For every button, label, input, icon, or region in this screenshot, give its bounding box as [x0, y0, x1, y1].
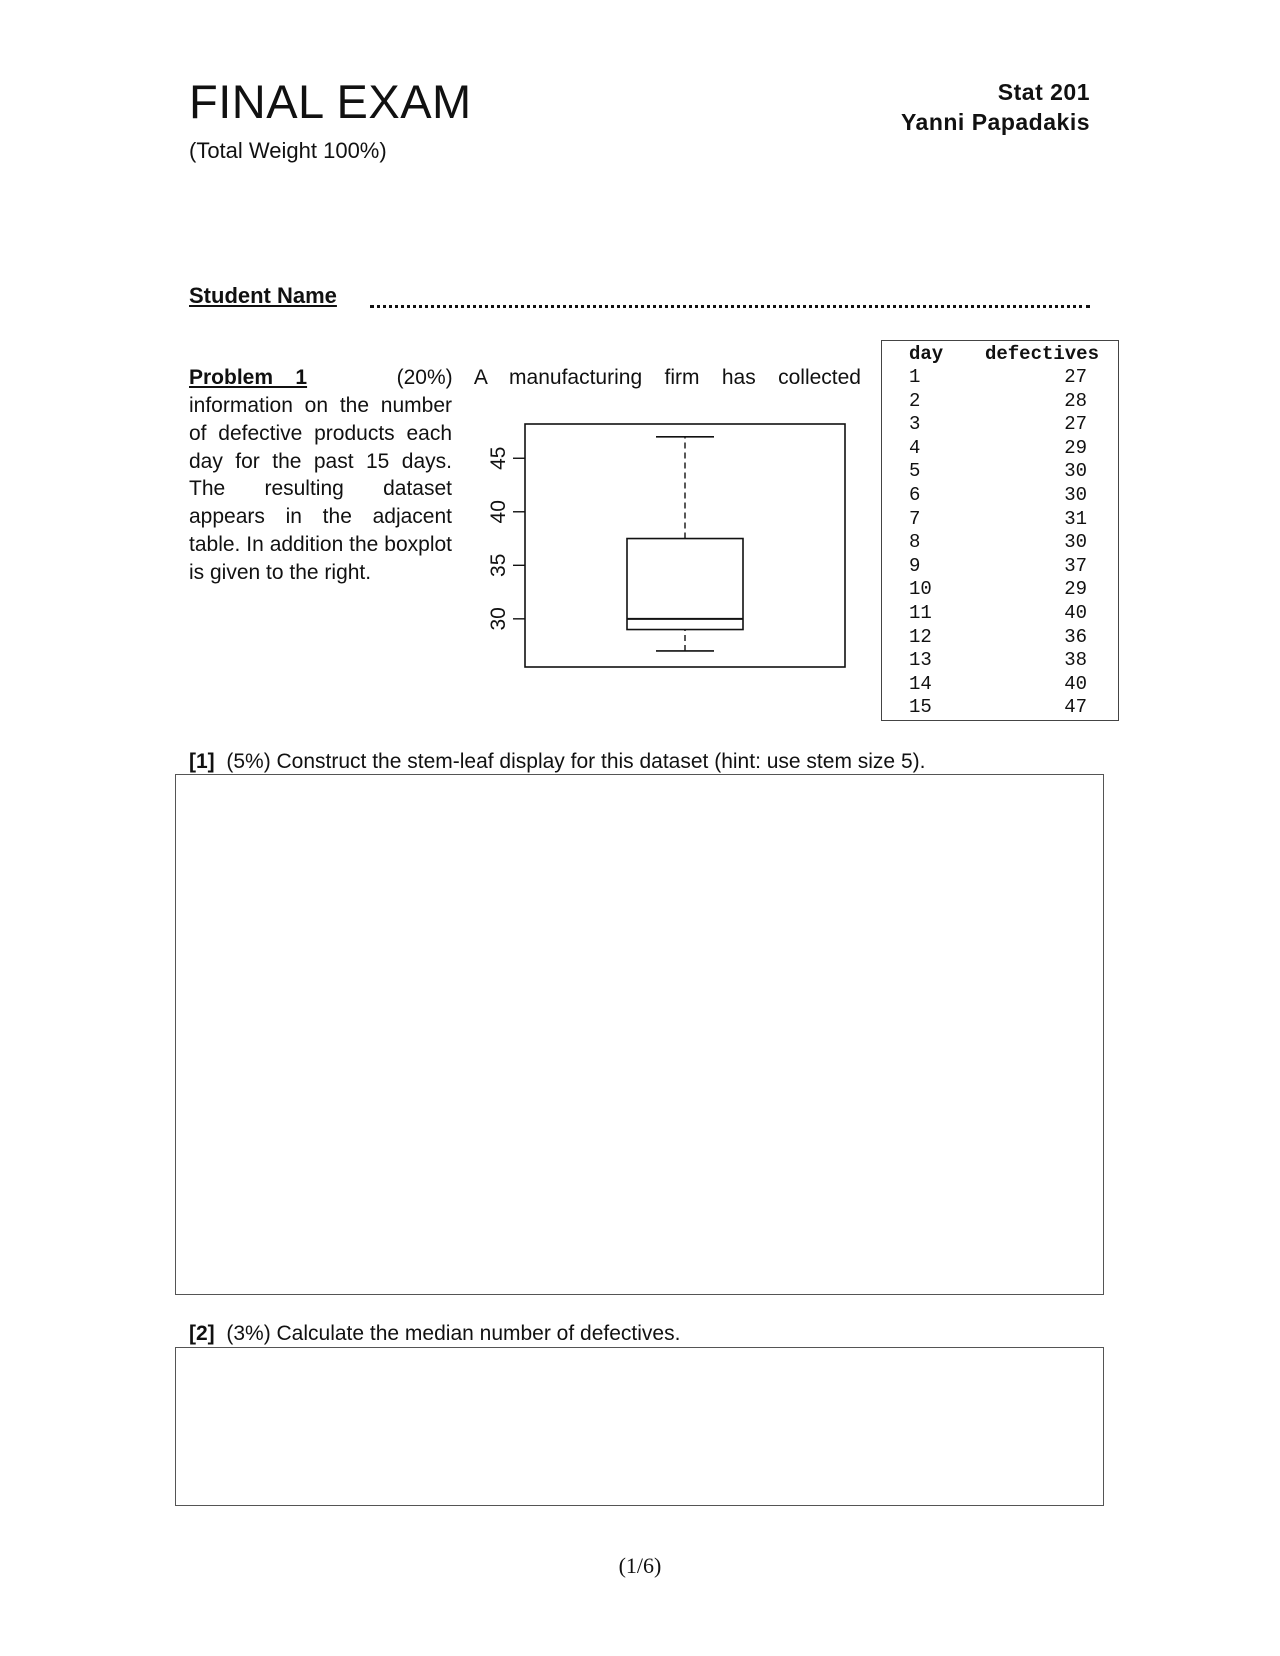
cell-day: 7	[909, 507, 921, 530]
cell-defectives: 29	[1064, 578, 1087, 601]
cell-day: 11	[909, 601, 932, 624]
cell-day: 2	[909, 389, 921, 412]
problem-1-intro	[189, 364, 861, 392]
cell-day: 3	[909, 413, 921, 436]
cell-defectives: 29	[1064, 436, 1087, 459]
exam-title: FINAL EXAM	[189, 75, 472, 128]
answer-box-1[interactable]	[175, 774, 1104, 1295]
table-body	[909, 366, 1099, 720]
cell-day: 12	[909, 625, 932, 648]
student-name-field[interactable]	[370, 283, 1090, 308]
cell-defectives: 30	[1064, 460, 1087, 483]
cell-defectives: 27	[1064, 366, 1087, 388]
question-2-number: [2]	[189, 1322, 215, 1345]
boxplot-chart	[470, 410, 860, 680]
table-row	[909, 673, 1099, 697]
cell-day: 4	[909, 436, 921, 459]
table-row	[909, 555, 1099, 579]
problem-1-intro-first-line: (20%) A manufacturing firm has collected	[396, 366, 861, 389]
table-row	[909, 413, 1099, 437]
question-1	[189, 750, 925, 774]
student-name-label: Student Name	[189, 283, 337, 308]
question-1-text: (5%) Construct the stem-leaf display for this dataset (hint: use stem size 5).	[226, 750, 926, 773]
column-header-day: day	[909, 343, 944, 365]
cell-day: 13	[909, 649, 932, 672]
y-tick-label: 30	[487, 607, 510, 631]
instructor-name: Yanni Papadakis	[900, 108, 1090, 135]
y-tick-label: 35	[487, 553, 510, 577]
course-name: Stat 201	[997, 79, 1090, 105]
cell-defectives: 40	[1064, 601, 1087, 624]
iqr-box	[627, 539, 743, 630]
cell-defectives: 30	[1064, 531, 1087, 554]
cell-defectives: 27	[1064, 413, 1087, 436]
table-row	[909, 460, 1099, 484]
answer-box-2[interactable]	[175, 1347, 1104, 1506]
cell-day: 9	[909, 554, 921, 577]
table-row	[909, 437, 1099, 461]
cell-day: 14	[909, 672, 932, 695]
problem-1-description: information on the number of defective products each day for the past 15 days. The resulting dataset appears in the adjacent table. In addition the boxplot is given to the right.	[189, 394, 452, 584]
table-row	[909, 484, 1099, 508]
table-row	[909, 531, 1099, 555]
boxplot-marks	[525, 424, 845, 667]
cell-defectives: 40	[1064, 672, 1087, 695]
table-row	[909, 696, 1099, 720]
y-tick-label: 40	[487, 500, 510, 524]
table-row	[909, 508, 1099, 532]
page-number: (1/6)	[618, 1553, 662, 1578]
cell-day: 1	[909, 366, 921, 388]
question-1-number: [1]	[189, 750, 215, 773]
cell-defectives: 28	[1064, 389, 1087, 412]
cell-defectives: 30	[1064, 483, 1087, 506]
cell-defectives: 31	[1064, 507, 1087, 530]
cell-day: 10	[909, 578, 932, 601]
table-row	[909, 578, 1099, 602]
column-header-defectives: defectives	[984, 343, 1099, 365]
cell-day: 15	[909, 696, 932, 719]
cell-defectives: 36	[1064, 625, 1087, 648]
table-row	[909, 649, 1099, 673]
problem-1-label: Problem 1	[189, 366, 308, 389]
defectives-table	[881, 340, 1119, 721]
table-row	[909, 390, 1099, 414]
cell-day: 5	[909, 460, 921, 483]
course-info	[901, 78, 1090, 138]
exam-weight: (Total Weight 100%)	[189, 138, 387, 163]
y-axis	[487, 447, 525, 631]
cell-defectives: 37	[1064, 554, 1087, 577]
table-row	[909, 366, 1099, 390]
y-tick-label: 45	[487, 446, 510, 470]
table-row	[909, 602, 1099, 626]
cell-defectives: 38	[1064, 649, 1087, 672]
question-2	[189, 1322, 680, 1346]
cell-defectives: 47	[1064, 696, 1087, 719]
question-2-text: (3%) Calculate the median number of defectives.	[226, 1322, 681, 1345]
cell-day: 8	[909, 531, 921, 554]
table-row	[909, 626, 1099, 650]
cell-day: 6	[909, 483, 921, 506]
